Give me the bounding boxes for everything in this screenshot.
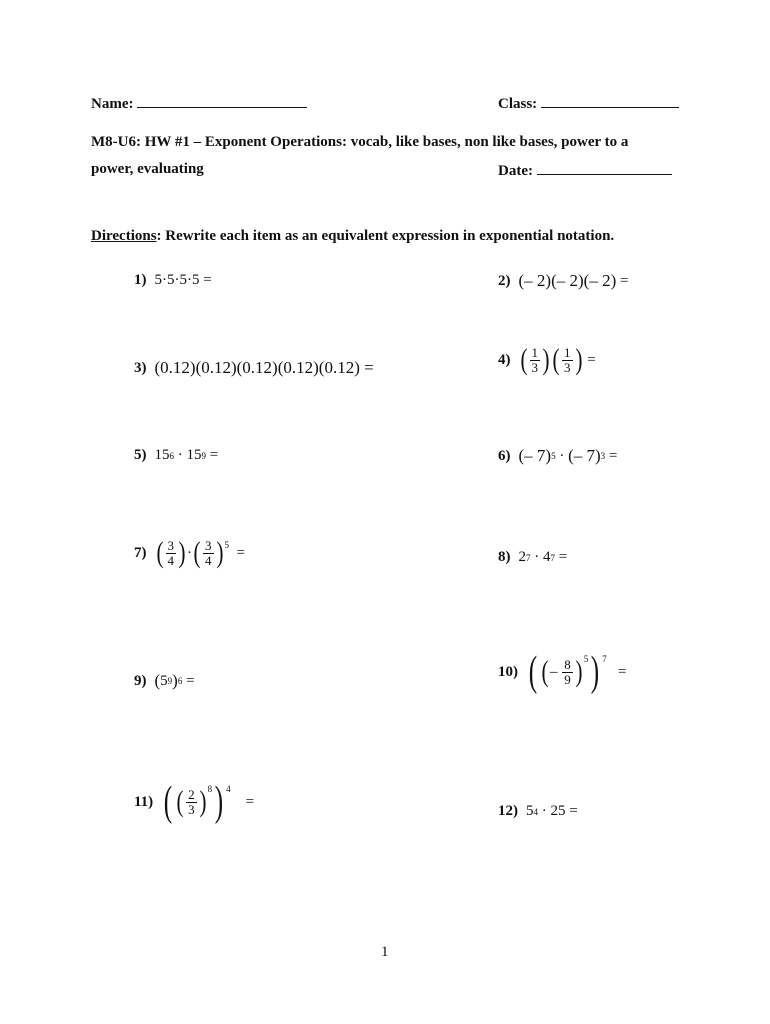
problem-number: 2) [498,272,511,289]
problem-expression: 5 4 · 25 = [526,803,578,819]
problem-1 [134,272,212,289]
problem-expression: (– 7) 5 · (– 7) 3 = [518,446,618,465]
class-blank[interactable] [541,94,679,108]
class-field[interactable] [498,94,679,113]
worksheet-title-line1: M8-U6: HW #1 – Exponent Operations: vocab, like bases, non like bases, power to a [91,134,629,150]
name-field[interactable] [91,94,307,113]
directions-label: Directions [91,228,157,244]
name-blank[interactable] [137,94,307,108]
problem-number: 5) [134,447,147,463]
problem-12 [498,803,578,820]
class-label: Class: [498,96,538,112]
problem-expression: 5·5·5·5 = [154,272,212,288]
problem-5 [134,447,218,464]
problem-expression: ( 5 9 ) 6 = [154,671,195,690]
problem-expression: (– 2) (– 2) (– 2) = [518,271,629,290]
name-label: Name: [91,96,134,112]
problem-expression: ( $\frac{3}{4}$ ) · ( $\frac{3}{4}$ ) 5 = [156,536,245,569]
problem-4 [498,345,596,375]
directions [91,228,614,245]
problem-9 [134,671,195,691]
problem-11 [134,779,255,825]
problem-number: 6) [498,447,511,464]
problem-2 [498,271,628,291]
problem-expression: 2 7 · 4 7 = [518,549,568,565]
problem-number: 7) [134,544,147,561]
problem-7 [134,538,245,568]
problem-expression: (0.12)(0.12)(0.12)(0.12)(0.12) = [154,358,374,377]
problem-expression: 15 6 · 15 9 = [154,447,219,463]
problem-expression: ( ( – $\frac{8}{9}$ ) 5 ) 7 = [528,649,627,695]
date-label: Date: [498,163,533,179]
worksheet-title-line2: power, evaluating [91,161,204,177]
problem-number: 12) [498,803,518,819]
problem-10 [498,649,627,695]
page-number: 1 [381,944,389,960]
problem-expression: ( $\frac{1}{3}$ ) ( $\frac{1}{3}$ ) = [520,343,596,376]
problem-number: 10) [498,663,518,680]
problem-number: 9) [134,672,147,689]
date-blank[interactable] [537,161,672,175]
problem-8 [498,549,567,566]
problem-number: 11) [134,793,154,810]
problem-6 [498,446,617,466]
problem-expression: ( ( $\frac{2}{3}$ ) 8 ) 4 = [163,779,255,825]
problem-number: 8) [498,549,511,565]
directions-text: : Rewrite each item as an equivalent expression in exponential notation. [156,228,615,244]
problem-number: 3) [134,359,147,376]
problem-number: 4) [498,351,511,368]
problem-3 [134,358,374,378]
problem-number: 1) [134,272,147,288]
date-field[interactable] [498,161,672,180]
